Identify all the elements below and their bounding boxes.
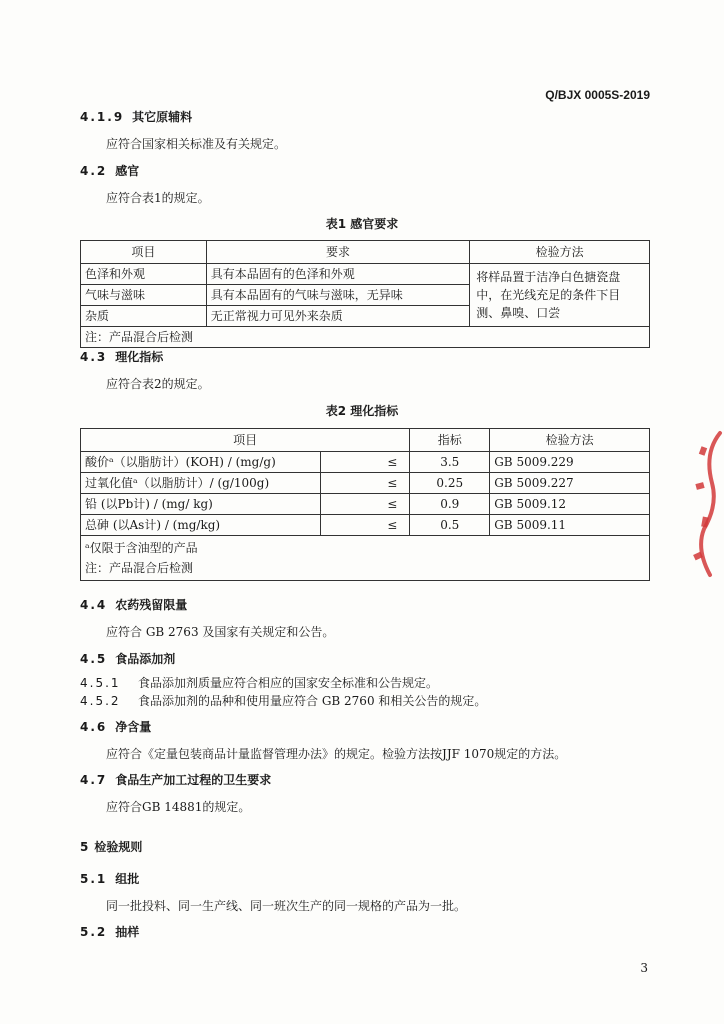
method-cell: GB 5009.227 xyxy=(490,473,650,494)
section-title: 农药残留限量 xyxy=(115,598,188,612)
table-row xyxy=(81,494,650,515)
section-number: 5.2 xyxy=(80,925,108,939)
operator-cell: ≤ xyxy=(320,494,410,515)
heading-4-3 xyxy=(80,348,163,365)
section-title: 理化指标 xyxy=(115,350,164,364)
paragraph-4-4: 应符合 GB 2763 及国家有关规定和公告。 xyxy=(106,625,335,639)
method-cell: GB 5009.229 xyxy=(490,452,650,473)
section-title: 抽样 xyxy=(115,925,140,939)
section-number: 4.5 xyxy=(80,652,108,666)
clause-number: 4.5.2 xyxy=(80,694,121,708)
table-notes xyxy=(81,536,650,581)
requirement-cell: 具有本品固有的色泽和外观 xyxy=(206,264,470,285)
doc-code: Q/BJX 0005S-2019 xyxy=(545,88,650,102)
paragraph-4-7: 应符合GB 14881的规定。 xyxy=(106,800,251,814)
page-number: 3 xyxy=(640,961,648,975)
table-note: 注：产品混合后检测 xyxy=(85,561,194,575)
heading-5 xyxy=(80,838,142,855)
operator-cell: ≤ xyxy=(320,515,410,536)
item-cell: 气味与滋味 xyxy=(81,285,207,306)
table-note-row xyxy=(81,327,650,348)
clause-text: 食品添加剂质量应符合相应的国家安全标准和公告规定。 xyxy=(138,676,439,690)
item-cell: 杂质 xyxy=(81,306,207,327)
clause-4-5-1 xyxy=(80,674,438,691)
section-number: 4.3 xyxy=(80,350,108,364)
paragraph-4-3: 应符合表2的规定。 xyxy=(106,377,210,391)
section-title: 净含量 xyxy=(115,720,152,734)
method-cell: GB 5009.11 xyxy=(490,515,650,536)
table-row xyxy=(81,515,650,536)
table-row xyxy=(81,264,650,285)
section-title: 检验规则 xyxy=(94,840,143,854)
section-title: 其它原辅料 xyxy=(132,110,193,124)
requirement-cell: 无正常视力可见外来杂质 xyxy=(206,306,470,327)
value-cell: 3.5 xyxy=(410,452,490,473)
heading-5-1 xyxy=(80,870,139,887)
table-note: 注：产品混合后检测 xyxy=(81,327,650,348)
column-header: 项目 xyxy=(81,429,410,452)
item-cell: 酸价ᵃ（以脂肪计）(KOH) / (mg/g) xyxy=(81,452,321,473)
clause-text: 食品添加剂的品种和使用量应符合 GB 2760 和相关公告的规定。 xyxy=(138,694,487,708)
heading-4-4 xyxy=(80,596,187,613)
red-seal-stamp xyxy=(690,425,724,585)
table-header-row xyxy=(81,241,650,264)
section-title: 食品生产加工过程的卫生要求 xyxy=(115,773,272,787)
section-number: 4.4 xyxy=(80,598,108,612)
paragraph-4-2: 应符合表1的规定。 xyxy=(106,191,210,205)
column-header: 指标 xyxy=(410,429,490,452)
operator-cell: ≤ xyxy=(320,473,410,494)
table-header-row xyxy=(81,429,650,452)
method-cell: 将样品置于洁净白色搪瓷盘中，在光线充足的条件下目测、鼻嗅、口尝 xyxy=(470,264,650,327)
column-header: 检验方法 xyxy=(470,241,650,264)
section-title: 感官 xyxy=(115,164,140,178)
value-cell: 0.9 xyxy=(410,494,490,515)
operator-cell: ≤ xyxy=(320,452,410,473)
item-cell: 过氧化值ᵃ（以脂肪计）/ (g/100g) xyxy=(81,473,321,494)
section-number: 5 xyxy=(80,840,91,854)
table1-caption: 表1 感官要求 xyxy=(325,217,399,231)
table2-caption: 表2 理化指标 xyxy=(325,404,399,418)
table-row xyxy=(81,473,650,494)
section-number: 5.1 xyxy=(80,872,108,886)
value-cell: 0.25 xyxy=(410,473,490,494)
heading-4-2 xyxy=(80,162,139,179)
heading-4-5 xyxy=(80,650,175,667)
column-header: 项目 xyxy=(81,241,207,264)
heading-4-6 xyxy=(80,718,151,735)
paragraph-4-6: 应符合《定量包装商品计量监督管理办法》的规定。检验方法按JJF 1070规定的方法。 xyxy=(106,747,567,761)
table-note-row xyxy=(81,536,650,581)
clause-number: 4.5.1 xyxy=(80,676,121,690)
section-number: 4.1.9 xyxy=(80,110,125,124)
requirement-cell: 具有本品固有的气味与滋味，无异味 xyxy=(206,285,470,306)
item-cell: 铅 (以Pb计) / (mg/ kg) xyxy=(81,494,321,515)
section-number: 4.2 xyxy=(80,164,108,178)
paragraph-5-1: 同一批投料、同一生产线、同一班次生产的同一规格的产品为一批。 xyxy=(106,899,467,913)
physicochemical-table xyxy=(80,428,650,581)
heading-5-2 xyxy=(80,923,139,940)
heading-4-1-9 xyxy=(80,108,192,125)
paragraph-4-1-9: 应符合国家相关标准及有关规定。 xyxy=(106,137,287,151)
section-number: 4.7 xyxy=(80,773,108,787)
section-title: 食品添加剂 xyxy=(115,652,176,666)
section-title: 组批 xyxy=(115,872,140,886)
heading-4-7 xyxy=(80,771,271,788)
sensory-table xyxy=(80,240,650,348)
table-row xyxy=(81,452,650,473)
column-header: 要求 xyxy=(206,241,470,264)
value-cell: 0.5 xyxy=(410,515,490,536)
section-number: 4.6 xyxy=(80,720,108,734)
item-cell: 总砷 (以As计) / (mg/kg) xyxy=(81,515,321,536)
method-cell: GB 5009.12 xyxy=(490,494,650,515)
table-footnote: ᵃ仅限于含油型的产品 xyxy=(85,541,198,555)
column-header: 检验方法 xyxy=(490,429,650,452)
clause-4-5-2 xyxy=(80,692,486,709)
item-cell: 色泽和外观 xyxy=(81,264,207,285)
